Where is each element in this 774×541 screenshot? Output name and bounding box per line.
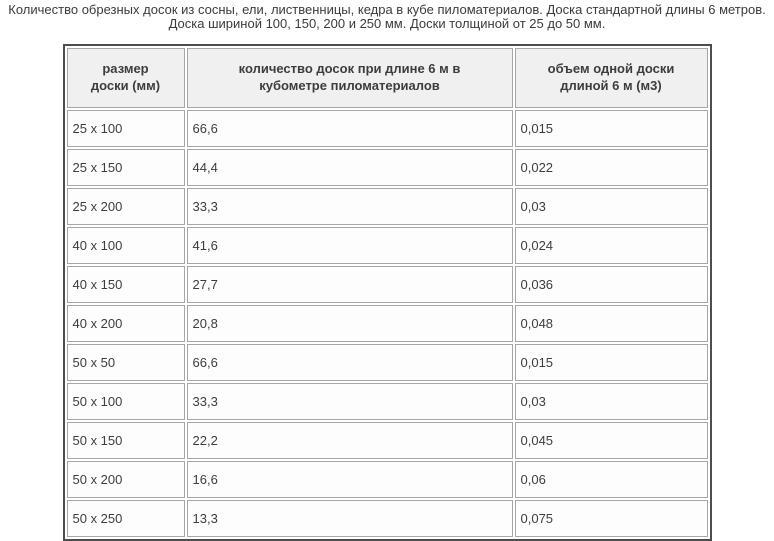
table-row — [67, 227, 708, 264]
table-row — [67, 149, 708, 186]
table-row — [67, 110, 708, 147]
cell-board-size: 50 x 100 — [67, 383, 185, 420]
column-header-board-count: количество досок при длине 6 м в кубометре пиломатериалов — [187, 48, 513, 108]
cell-board-count: 16,6 — [187, 461, 513, 498]
table-header — [67, 48, 708, 108]
cell-board-volume: 0,048 — [515, 305, 708, 342]
lumber-table — [63, 44, 712, 541]
cell-board-size: 40 x 150 — [67, 266, 185, 303]
column-header-board-volume: объем одной доски длиной 6 м (м3) — [515, 48, 708, 108]
cell-board-volume: 0,075 — [515, 500, 708, 537]
cell-board-size: 50 x 250 — [67, 500, 185, 537]
cell-board-count: 33,3 — [187, 383, 513, 420]
cell-board-volume: 0,024 — [515, 227, 708, 264]
cell-board-volume: 0,015 — [515, 344, 708, 381]
table-row — [67, 188, 708, 225]
header-row — [67, 48, 708, 108]
cell-board-count: 66,6 — [187, 110, 513, 147]
cell-board-count: 41,6 — [187, 227, 513, 264]
cell-board-volume: 0,022 — [515, 149, 708, 186]
cell-board-count: 66,6 — [187, 344, 513, 381]
table-body — [67, 110, 708, 537]
cell-board-volume: 0,03 — [515, 188, 708, 225]
table-row — [67, 422, 708, 459]
cell-board-volume: 0,036 — [515, 266, 708, 303]
cell-board-count: 22,2 — [187, 422, 513, 459]
cell-board-count: 13,3 — [187, 500, 513, 537]
table-row — [67, 500, 708, 537]
table-row — [67, 344, 708, 381]
cell-board-size: 25 x 150 — [67, 149, 185, 186]
cell-board-count: 20,8 — [187, 305, 513, 342]
table-row — [67, 461, 708, 498]
cell-board-volume: 0,045 — [515, 422, 708, 459]
cell-board-volume: 0,015 — [515, 110, 708, 147]
table-row — [67, 266, 708, 303]
table-row — [67, 383, 708, 420]
cell-board-count: 44,4 — [187, 149, 513, 186]
cell-board-size: 40 x 200 — [67, 305, 185, 342]
cell-board-size: 25 x 100 — [67, 110, 185, 147]
cell-board-size: 50 x 150 — [67, 422, 185, 459]
page-title: Количество обрезных досок из сосны, ели, лиственницы, кедра в кубе пиломатериалов. Доска стандартной длины 6 метров. Доска шириной 100, 150, 200 и 250 мм. Доски толщиной от 25 до 50 мм. — [8, 2, 766, 32]
cell-board-size: 25 x 200 — [67, 188, 185, 225]
cell-board-count: 27,7 — [187, 266, 513, 303]
cell-board-count: 33,3 — [187, 188, 513, 225]
cell-board-size: 50 x 200 — [67, 461, 185, 498]
cell-board-volume: 0,03 — [515, 383, 708, 420]
column-header-board-size: размер доски (мм) — [67, 48, 185, 108]
cell-board-volume: 0,06 — [515, 461, 708, 498]
table-row — [67, 305, 708, 342]
cell-board-size: 50 x 50 — [67, 344, 185, 381]
cell-board-size: 40 x 100 — [67, 227, 185, 264]
